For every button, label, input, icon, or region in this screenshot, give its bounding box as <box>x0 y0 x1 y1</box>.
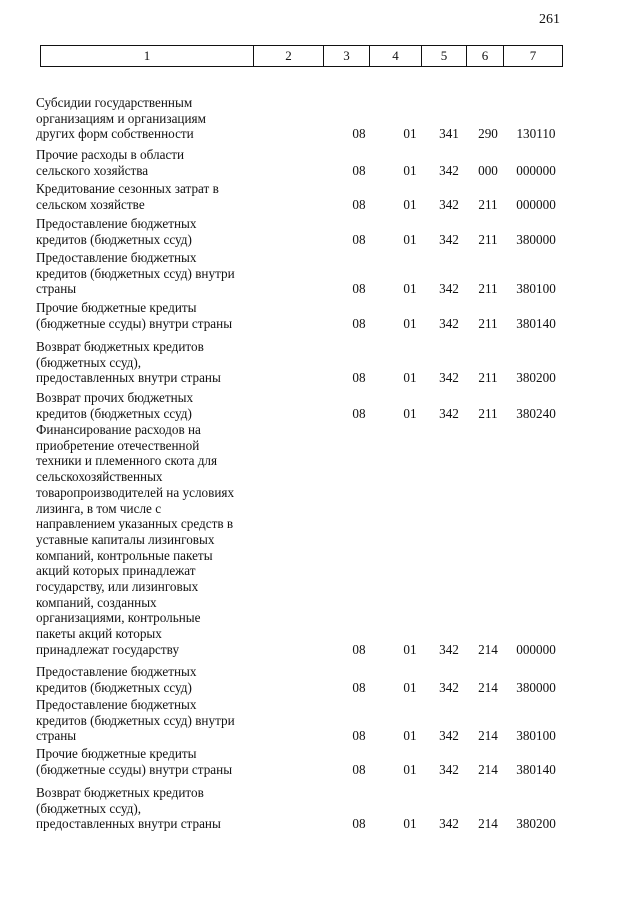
row-code-col-3: 01 <box>403 231 417 247</box>
row-code-col-6: 380240 <box>516 405 556 421</box>
row-code-col-3: 01 <box>403 816 417 832</box>
row-code-col-4: 342 <box>439 370 459 386</box>
row-code-col-6: 380100 <box>516 281 556 297</box>
row-code-col-3: 01 <box>403 315 417 331</box>
table-row <box>0 147 640 178</box>
table-row <box>0 785 640 832</box>
row-code-col-3: 01 <box>403 126 417 142</box>
row-code-col-2: 08 <box>352 162 366 178</box>
row-label: Предоставление бюджетных кредитов (бюджетных ссуд) внутри страны <box>36 697 235 744</box>
row-code-col-4: 342 <box>439 641 459 657</box>
row-code-col-6: 130110 <box>516 126 556 142</box>
row-code-col-5: 214 <box>478 641 498 657</box>
column-header-2: 2 <box>254 46 324 67</box>
row-code-col-5: 214 <box>478 761 498 777</box>
row-code-col-4: 342 <box>439 728 459 744</box>
row-code-col-2: 08 <box>352 196 366 212</box>
row-label: Субсидии государственным организациям и организациям других форм собственности <box>36 95 206 142</box>
row-code-col-4: 342 <box>439 315 459 331</box>
table-row <box>0 216 640 247</box>
row-code-col-5: 214 <box>478 679 498 695</box>
row-code-col-5: 214 <box>478 728 498 744</box>
row-code-col-3: 01 <box>403 370 417 386</box>
row-code-col-4: 342 <box>439 405 459 421</box>
row-label: Возврат бюджетных кредитов (бюджетных ссуд), предоставленных внутри страны <box>36 785 221 832</box>
row-label: Финансирование расходов на приобретение отечественной техники и племенного скота для сельскохозяйственных товаропроизводителей на условиях лизинга, в том числе с направлением указанных средств в уставные капиталы лизинговых компаний, контрольные пакеты акций которых принадлежат государству, или лизинговых компаний, созданных организациями, контрольные пакеты акций которых принадлежат государству <box>36 422 235 657</box>
row-code-col-5: 211 <box>478 281 498 297</box>
row-code-col-2: 08 <box>352 761 366 777</box>
row-code-col-5: 290 <box>478 126 498 142</box>
row-code-col-2: 08 <box>352 816 366 832</box>
row-code-col-2: 08 <box>352 315 366 331</box>
table-row <box>0 339 640 386</box>
column-header-6: 6 <box>467 46 504 67</box>
row-code-col-6: 380200 <box>516 370 556 386</box>
row-label: Предоставление бюджетных кредитов (бюджетных ссуд) <box>36 216 197 247</box>
row-code-col-4: 341 <box>439 126 459 142</box>
row-label: Кредитование сезонных затрат в сельском хозяйстве <box>36 181 219 212</box>
row-code-col-2: 08 <box>352 641 366 657</box>
table-row <box>0 664 640 695</box>
row-code-col-6: 000000 <box>516 162 556 178</box>
column-header-row <box>41 46 563 67</box>
row-label: Возврат прочих бюджетных кредитов (бюджетных ссуд) <box>36 390 194 421</box>
row-code-col-4: 342 <box>439 162 459 178</box>
row-code-col-3: 01 <box>403 679 417 695</box>
row-label: Предоставление бюджетных кредитов (бюджетных ссуд) внутри страны <box>36 250 235 297</box>
row-code-col-3: 01 <box>403 281 417 297</box>
row-code-col-4: 342 <box>439 816 459 832</box>
table-row <box>0 95 640 142</box>
row-code-col-4: 342 <box>439 231 459 247</box>
table-row <box>0 181 640 212</box>
row-code-col-5: 211 <box>478 370 498 386</box>
row-code-col-6: 380000 <box>516 679 556 695</box>
row-code-col-4: 342 <box>439 281 459 297</box>
column-header-5: 5 <box>422 46 467 67</box>
column-header-4: 4 <box>370 46 422 67</box>
row-code-col-3: 01 <box>403 761 417 777</box>
row-code-col-2: 08 <box>352 728 366 744</box>
row-code-col-2: 08 <box>352 679 366 695</box>
column-header-7: 7 <box>504 46 563 67</box>
column-header-1: 1 <box>41 46 254 67</box>
row-code-col-3: 01 <box>403 405 417 421</box>
row-label: Прочие бюджетные кредиты (бюджетные ссуды) внутри страны <box>36 300 233 331</box>
table-row <box>0 390 640 421</box>
table-row <box>0 697 640 744</box>
row-code-col-5: 214 <box>478 816 498 832</box>
row-code-col-6: 000000 <box>516 641 556 657</box>
row-label: Возврат бюджетных кредитов (бюджетных ссуд), предоставленных внутри страны <box>36 339 221 386</box>
table-row <box>0 422 640 658</box>
table-row <box>0 250 640 297</box>
row-code-col-6: 380000 <box>516 231 556 247</box>
page-number: 261 <box>539 12 560 27</box>
row-code-col-2: 08 <box>352 231 366 247</box>
row-code-col-6: 380200 <box>516 816 556 832</box>
row-code-col-5: 000 <box>478 162 498 178</box>
row-code-col-4: 342 <box>439 679 459 695</box>
row-code-col-2: 08 <box>352 126 366 142</box>
row-code-col-2: 08 <box>352 405 366 421</box>
row-code-col-6: 000000 <box>516 196 556 212</box>
row-code-col-4: 342 <box>439 761 459 777</box>
row-code-col-5: 211 <box>478 315 498 331</box>
row-code-col-3: 01 <box>403 162 417 178</box>
row-label: Предоставление бюджетных кредитов (бюджетных ссуд) <box>36 664 197 695</box>
row-code-col-3: 01 <box>403 196 417 212</box>
row-code-col-2: 08 <box>352 370 366 386</box>
column-header-table <box>40 45 563 67</box>
row-code-col-5: 211 <box>478 196 498 212</box>
row-code-col-5: 211 <box>478 231 498 247</box>
row-code-col-6: 380140 <box>516 761 556 777</box>
row-code-col-5: 211 <box>478 405 498 421</box>
row-code-col-6: 380100 <box>516 728 556 744</box>
row-label: Прочие расходы в области сельского хозяйства <box>36 147 185 178</box>
row-code-col-3: 01 <box>403 641 417 657</box>
column-header-3: 3 <box>324 46 370 67</box>
row-label: Прочие бюджетные кредиты (бюджетные ссуды) внутри страны <box>36 746 233 777</box>
row-code-col-6: 380140 <box>516 315 556 331</box>
row-code-col-2: 08 <box>352 281 366 297</box>
table-row <box>0 300 640 331</box>
row-code-col-3: 01 <box>403 728 417 744</box>
table-row <box>0 746 640 777</box>
row-code-col-4: 342 <box>439 196 459 212</box>
